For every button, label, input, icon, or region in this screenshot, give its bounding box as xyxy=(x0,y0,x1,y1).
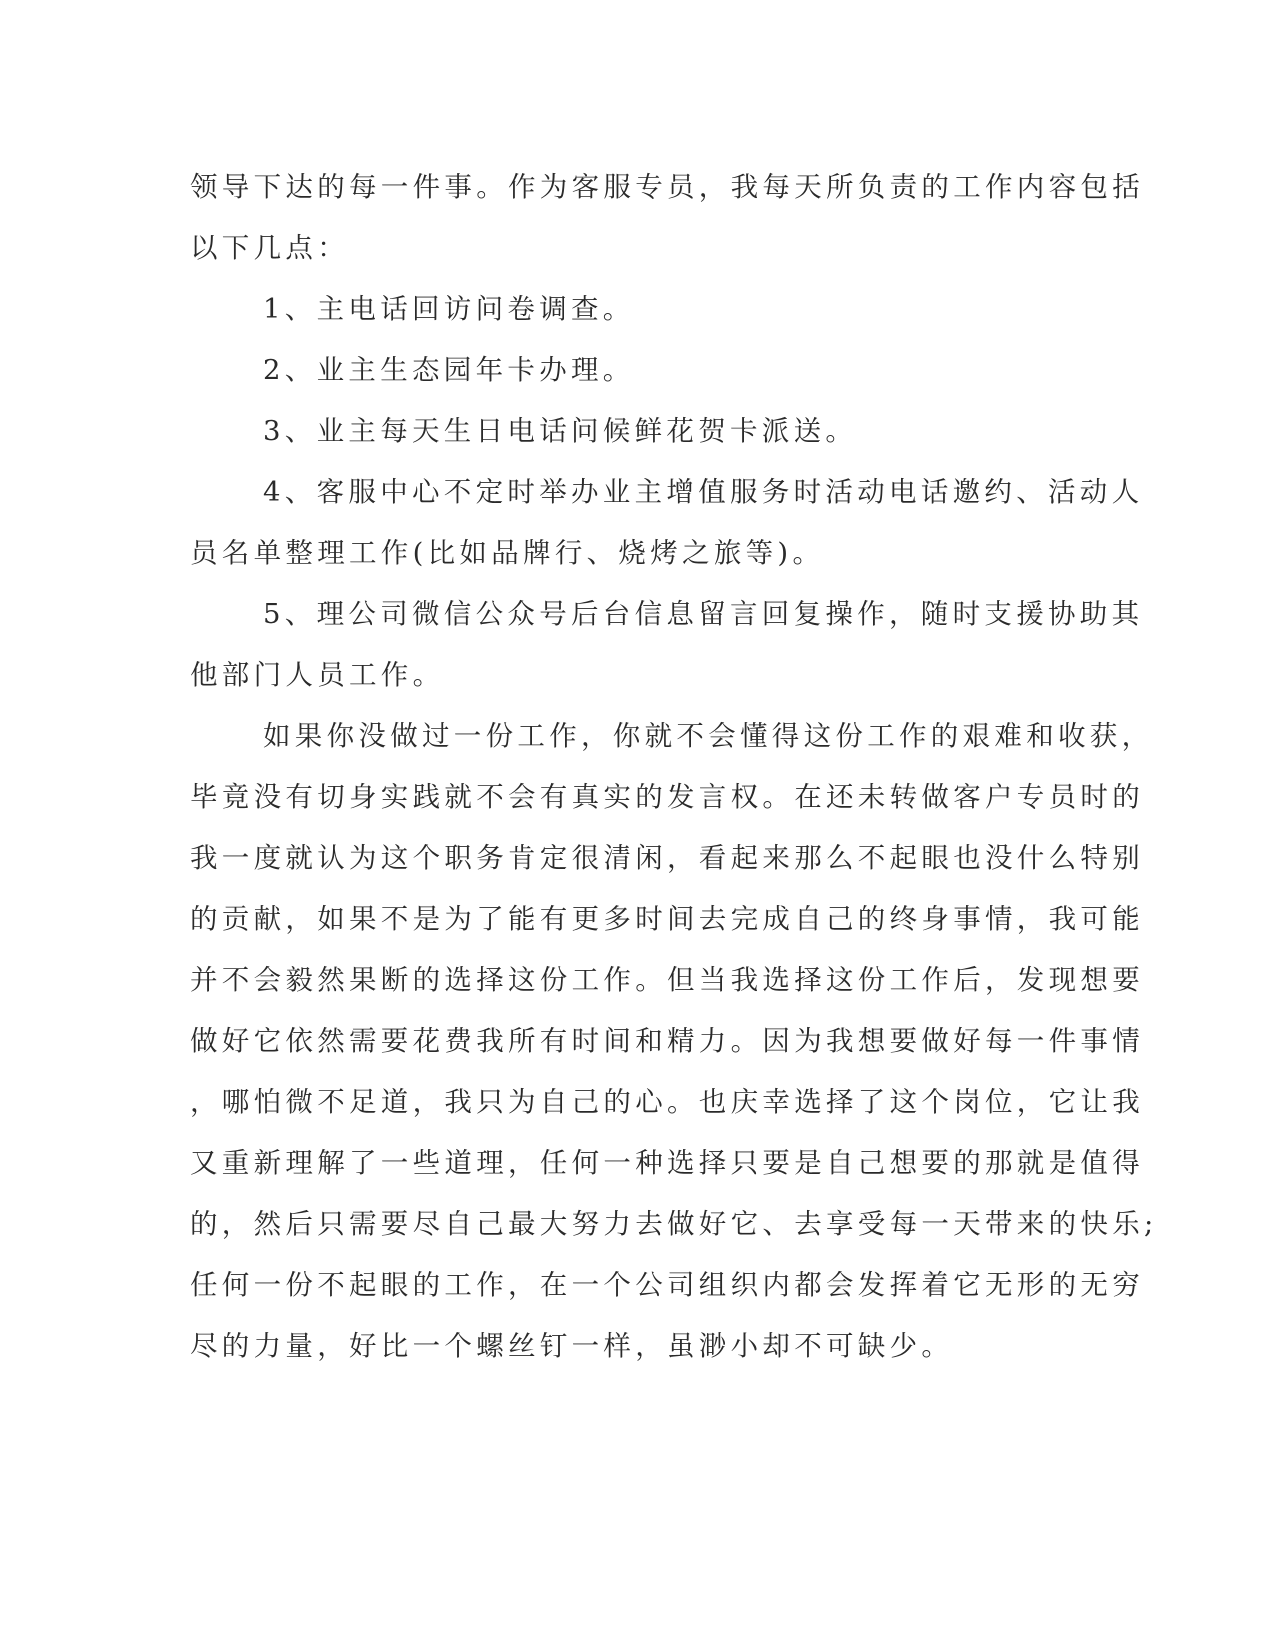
text-line: 他部门人员工作。 xyxy=(190,659,445,691)
text-line: 员名单整理工作(比如品牌行、烧烤之旅等)。 xyxy=(190,537,825,569)
text-line: 以下几点： xyxy=(190,232,349,264)
text-line: 毕竟没有切身实践就不会有真实的发言权。在还未转做客户专员时的 xyxy=(190,781,1144,813)
list-item-1: 1、主电话回访问卷调查。 xyxy=(263,293,635,325)
text-line: 任何一份不起眼的工作，在一个公司组织内都会发挥着它无形的无穷 xyxy=(190,1269,1144,1301)
text-line: 我一度就认为这个职务肯定很清闲，看起来那么不起眼也没什么特别 xyxy=(190,842,1144,874)
document-body xyxy=(190,157,1158,1377)
list-item-2: 2、业主生态园年卡办理。 xyxy=(263,354,635,386)
text-line: 做好它依然需要花费我所有时间和精力。因为我想要做好每一件事情 xyxy=(190,1025,1144,1057)
text-line: 的贡献，如果不是为了能有更多时间去完成自己的终身事情，我可能 xyxy=(190,903,1144,935)
text-line: 又重新理解了一些道理，任何一种选择只要是自己想要的那就是值得 xyxy=(190,1147,1144,1179)
text-line: 的，然后只需要尽自己最大努力去做好它、去享受每一天带来的快乐; xyxy=(190,1208,1158,1240)
text-line: 领导下达的每一件事。作为客服专员，我每天所负责的工作内容包括 xyxy=(190,171,1144,203)
list-item-5: 5、理公司微信公众号后台信息留言回复操作，随时支援协助其 xyxy=(263,598,1144,630)
text-line: ，哪怕微不足道，我只为自己的心。也庆幸选择了这个岗位，它让我 xyxy=(190,1086,1144,1118)
paragraph-start: 如果你没做过一份工作，你就不会懂得这份工作的艰难和收获， xyxy=(263,720,1154,752)
text-line: 并不会毅然果断的选择这份工作。但当我选择这份工作后，发现想要 xyxy=(190,964,1144,996)
list-item-3: 3、业主每天生日电话问候鲜花贺卡派送。 xyxy=(263,415,858,447)
text-line: 尽的力量，好比一个螺丝钉一样，虽渺小却不可缺少。 xyxy=(190,1330,954,1362)
list-item-4: 4、客服中心不定时举办业主增值服务时活动电话邀约、活动人 xyxy=(263,476,1144,508)
